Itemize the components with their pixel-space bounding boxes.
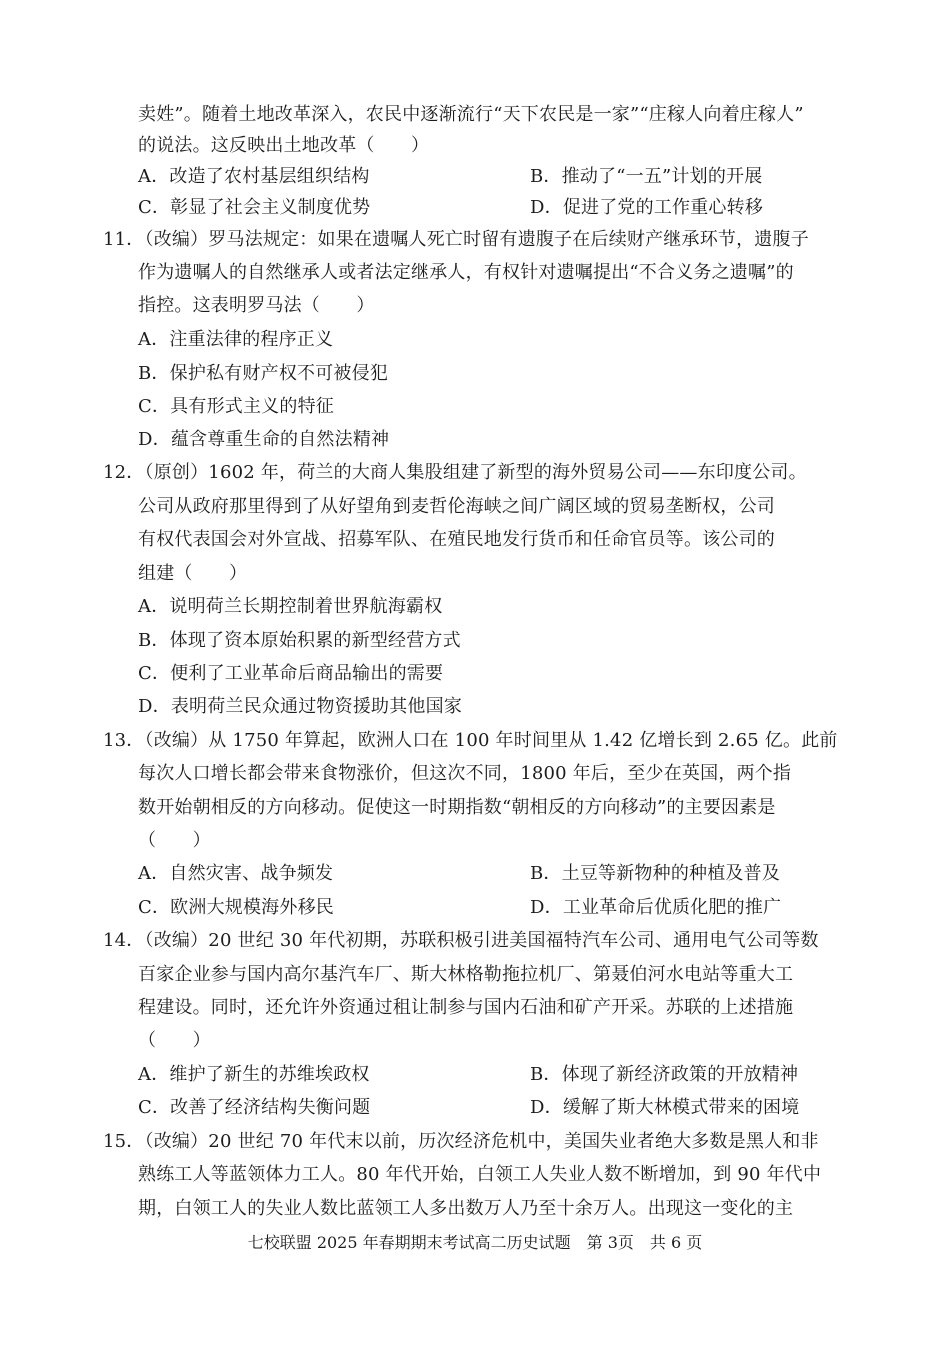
q13-option-d: D．工业革命后优质化肥的推广 [530, 897, 782, 918]
q12-option-a: A．说明荷兰长期控制着世界航海霸权 [138, 596, 443, 617]
q10-option-a: A．改造了农村基层组织结构 [138, 166, 370, 187]
q11-stem-line-1: 11．（改编）罗马法规定：如果在遗嘱人死亡时留有遗腹子在后续财产继承环节，遗腹子 [103, 229, 809, 250]
q12-option-d: D．表明荷兰民众通过物资援助其他国家 [138, 696, 463, 717]
page-footer: 七校联盟 2025 年春期期末考试高二历史试题 第 3页 共 6 页 [247, 1233, 703, 1252]
q11-option-d: D．蕴含尊重生命的自然法精神 [138, 429, 390, 450]
q10-option-c: C．彰显了社会主义制度优势 [138, 197, 371, 218]
q13-stem-line-2: 每次人口增长都会带来食物涨价，但这次不同，1800 年后，至少在英国，两个指 [138, 763, 792, 784]
q10-stem-line-2: 的说法。这反映出土地改革（ ） [138, 135, 430, 156]
q14-stem-line-1: 14．（改编）20 世纪 30 年代初期，苏联积极引进美国福特汽车公司、通用电气公司等数 [103, 930, 819, 951]
q14-stem-line-2: 百家企业参与国内高尔基汽车厂、斯大林格勒拖拉机厂、第聂伯河水电站等重大工 [138, 964, 794, 985]
q11-option-b: B．保护私有财产权不可被侵犯 [138, 363, 389, 384]
q11-stem-line-3: 指控。这表明罗马法（ ） [138, 295, 375, 316]
q12-option-c: C．便利了工业革命后商品输出的需要 [138, 663, 444, 684]
q14-stem-line-4: （ ） [138, 1030, 211, 1051]
q12-option-b: B．体现了资本原始积累的新型经营方式 [138, 630, 461, 651]
q13-stem-line-1: 13．（改编）从 1750 年算起，欧洲人口在 100 年时间里从 1.42 亿增长到 2.65 亿。此前 [103, 730, 838, 751]
q12-stem-line-2: 公司从政府那里得到了从好望角到麦哲伦海峡之间广阔区域的贸易垄断权，公司 [138, 496, 775, 517]
q11-option-c: C．具有形式主义的特征 [138, 396, 334, 417]
q14-option-a: A．维护了新生的苏维埃政权 [138, 1064, 370, 1085]
q10-stem-line-1: 卖姓”。随着土地改革深入，农民中逐渐流行“天下农民是一家”“庄稼人向着庄稼人” [138, 104, 804, 125]
q13-option-b: B．土豆等新物种的种植及普及 [530, 863, 781, 884]
q10-option-d: D．促进了党的工作重心转移 [530, 197, 764, 218]
q12-stem-line-1: 12．（原创）1602 年，荷兰的大商人集股组建了新型的海外贸易公司——东印度公司。 [103, 462, 807, 483]
q11-option-a: A．注重法律的程序正义 [138, 329, 334, 350]
q15-stem-line-3: 期，白领工人的失业人数比蓝领工人多出数万人乃至十余万人。出现这一变化的主 [138, 1198, 794, 1219]
q14-stem-line-3: 程建设。同时，还允许外资通过租让制参与国内石油和矿产开采。苏联的上述措施 [138, 997, 794, 1018]
q13-stem-line-4: （ ） [138, 830, 211, 851]
q14-option-b: B．体现了新经济政策的开放精神 [530, 1064, 799, 1085]
q14-option-d: D．缓解了斯大林模式带来的困境 [530, 1097, 800, 1118]
q13-stem-line-3: 数开始朝相反的方向移动。促使这一时期指数“朝相反的方向移动”的主要因素是 [138, 797, 776, 818]
q15-stem-line-2: 熟练工人等蓝领体力工人。80 年代开始，白领工人失业人数不断增加，到 90 年代中 [138, 1164, 822, 1185]
q15-stem-line-1: 15．（改编）20 世纪 70 年代末以前，历次经济危机中，美国失业者绝大多数是黑人和非 [103, 1131, 819, 1152]
q10-option-b: B．推动了“一五”计划的开展 [530, 166, 763, 187]
q12-stem-line-3: 有权代表国会对外宣战、招募军队、在殖民地发行货币和任命官员等。该公司的 [138, 529, 775, 550]
q11-stem-line-2: 作为遗嘱人的自然继承人或者法定继承人，有权针对遗嘱提出“不合义务之遗嘱”的 [138, 262, 794, 283]
q13-option-a: A．自然灾害、战争频发 [138, 863, 334, 884]
q13-option-c: C．欧洲大规模海外移民 [138, 897, 334, 918]
q12-stem-line-4: 组建（ ） [138, 563, 248, 584]
q14-option-c: C．改善了经济结构失衡问题 [138, 1097, 371, 1118]
